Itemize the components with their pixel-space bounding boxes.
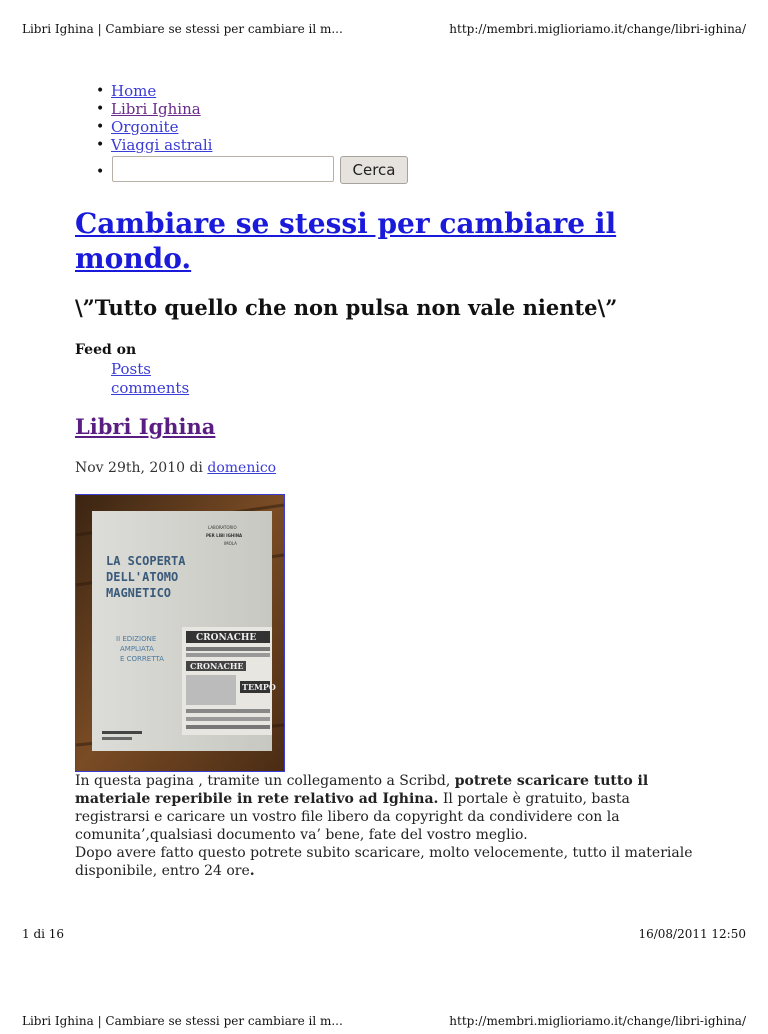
post-image-book-cover[interactable] (75, 494, 285, 772)
nav-item-home (96, 82, 212, 100)
post-body (75, 772, 695, 880)
next-page-header-title: Libri Ighina | Cambiare se stessi per cambiare il m... (22, 1014, 343, 1028)
book-title-line-3: MAGNETICO (106, 586, 172, 600)
search-button[interactable]: • Cerca (340, 156, 408, 184)
feed-links (111, 360, 189, 398)
nav-item-orgonite (96, 118, 212, 136)
clipping-label-1: CRONACHE (196, 633, 257, 643)
edition-line-3: E CORRETTA (120, 655, 164, 663)
book-cover-photo (76, 495, 284, 771)
print-header (22, 22, 746, 40)
site-title (75, 206, 715, 276)
feed-posts-link[interactable]: Posts (111, 360, 151, 378)
post-highlight: potrete scaricare tutto il materiale reperibile in rete relativo ad Ighina. (75, 773, 649, 807)
main-nav (96, 82, 396, 186)
site-title-link[interactable]: Cambiare se stessi per cambiare il mondo. (75, 207, 617, 275)
edition-line-2: AMPLIATA (120, 645, 154, 653)
clipping-label-2: CRONACHE (190, 661, 244, 671)
next-page-header-url: http://membri.miglioriamo.it/change/libri-ighina/ (449, 1014, 746, 1028)
nav-link-viaggi-astrali[interactable]: Viaggi astrali (111, 136, 213, 154)
clipping-label-3: TEMPO (242, 682, 276, 692)
page-counter: 1 di 16 (22, 927, 65, 941)
next-page-header (22, 1014, 746, 1034)
print-datetime: 16/08/2011 12:50 (638, 927, 746, 941)
post-paragraph-1: In questa pagina , tramite un collegamento a Scribd, potrete scaricare tutto il materiale reperibile in rete relativo ad Ighina. Il portale è gratuito, basta registrarsi e caricare un vostro file libero da copyright da condividere con la comunita’,qualsiasi documento va’ bene, fate del vostro meglio. (75, 773, 649, 843)
book-title-line-1: LA SCOPERTA (106, 554, 186, 568)
search-input[interactable] (112, 156, 334, 182)
site-tagline: \”Tutto quello che non pulsa non vale niente\” (75, 295, 618, 320)
nav-link-orgonite[interactable]: Orgonite (111, 118, 179, 136)
nav-item-search (96, 156, 396, 186)
post-title-link[interactable]: Libri Ighina (75, 414, 216, 439)
publisher-line-2: PER LIBI IGHINA (206, 533, 243, 538)
post-meta (75, 460, 276, 476)
nav-item-viaggi-astrali (96, 136, 212, 154)
feed-comments-link[interactable]: comments (111, 379, 190, 397)
edition-line-1: II EDIZIONE (116, 635, 157, 643)
post-paragraph-2: Dopo avere fatto questo potrete subito scaricare, molto velocemente, tutto il materiale disponibile, entro 24 ore. (75, 845, 693, 879)
book-title-line-2: DELL'ATOMO (106, 570, 179, 584)
nav-item-libri-ighina (96, 100, 212, 118)
nav-link-home[interactable]: Home (111, 82, 157, 100)
print-header-title: Libri Ighina | Cambiare se stessi per cambiare il m... (22, 22, 343, 36)
post-date: Nov 29th, 2010 di (75, 460, 208, 476)
publisher-line-3: IMOLA (224, 541, 237, 546)
print-header-url: http://membri.miglioriamo.it/change/libri-ighina/ (449, 22, 746, 36)
nav-link-libri-ighina[interactable]: Libri Ighina (111, 100, 201, 118)
publisher-line-1: LABORATORIO (208, 525, 237, 530)
post-title (75, 414, 215, 439)
feed-label: Feed on (75, 342, 137, 358)
post-author-link[interactable]: domenico (207, 460, 277, 476)
